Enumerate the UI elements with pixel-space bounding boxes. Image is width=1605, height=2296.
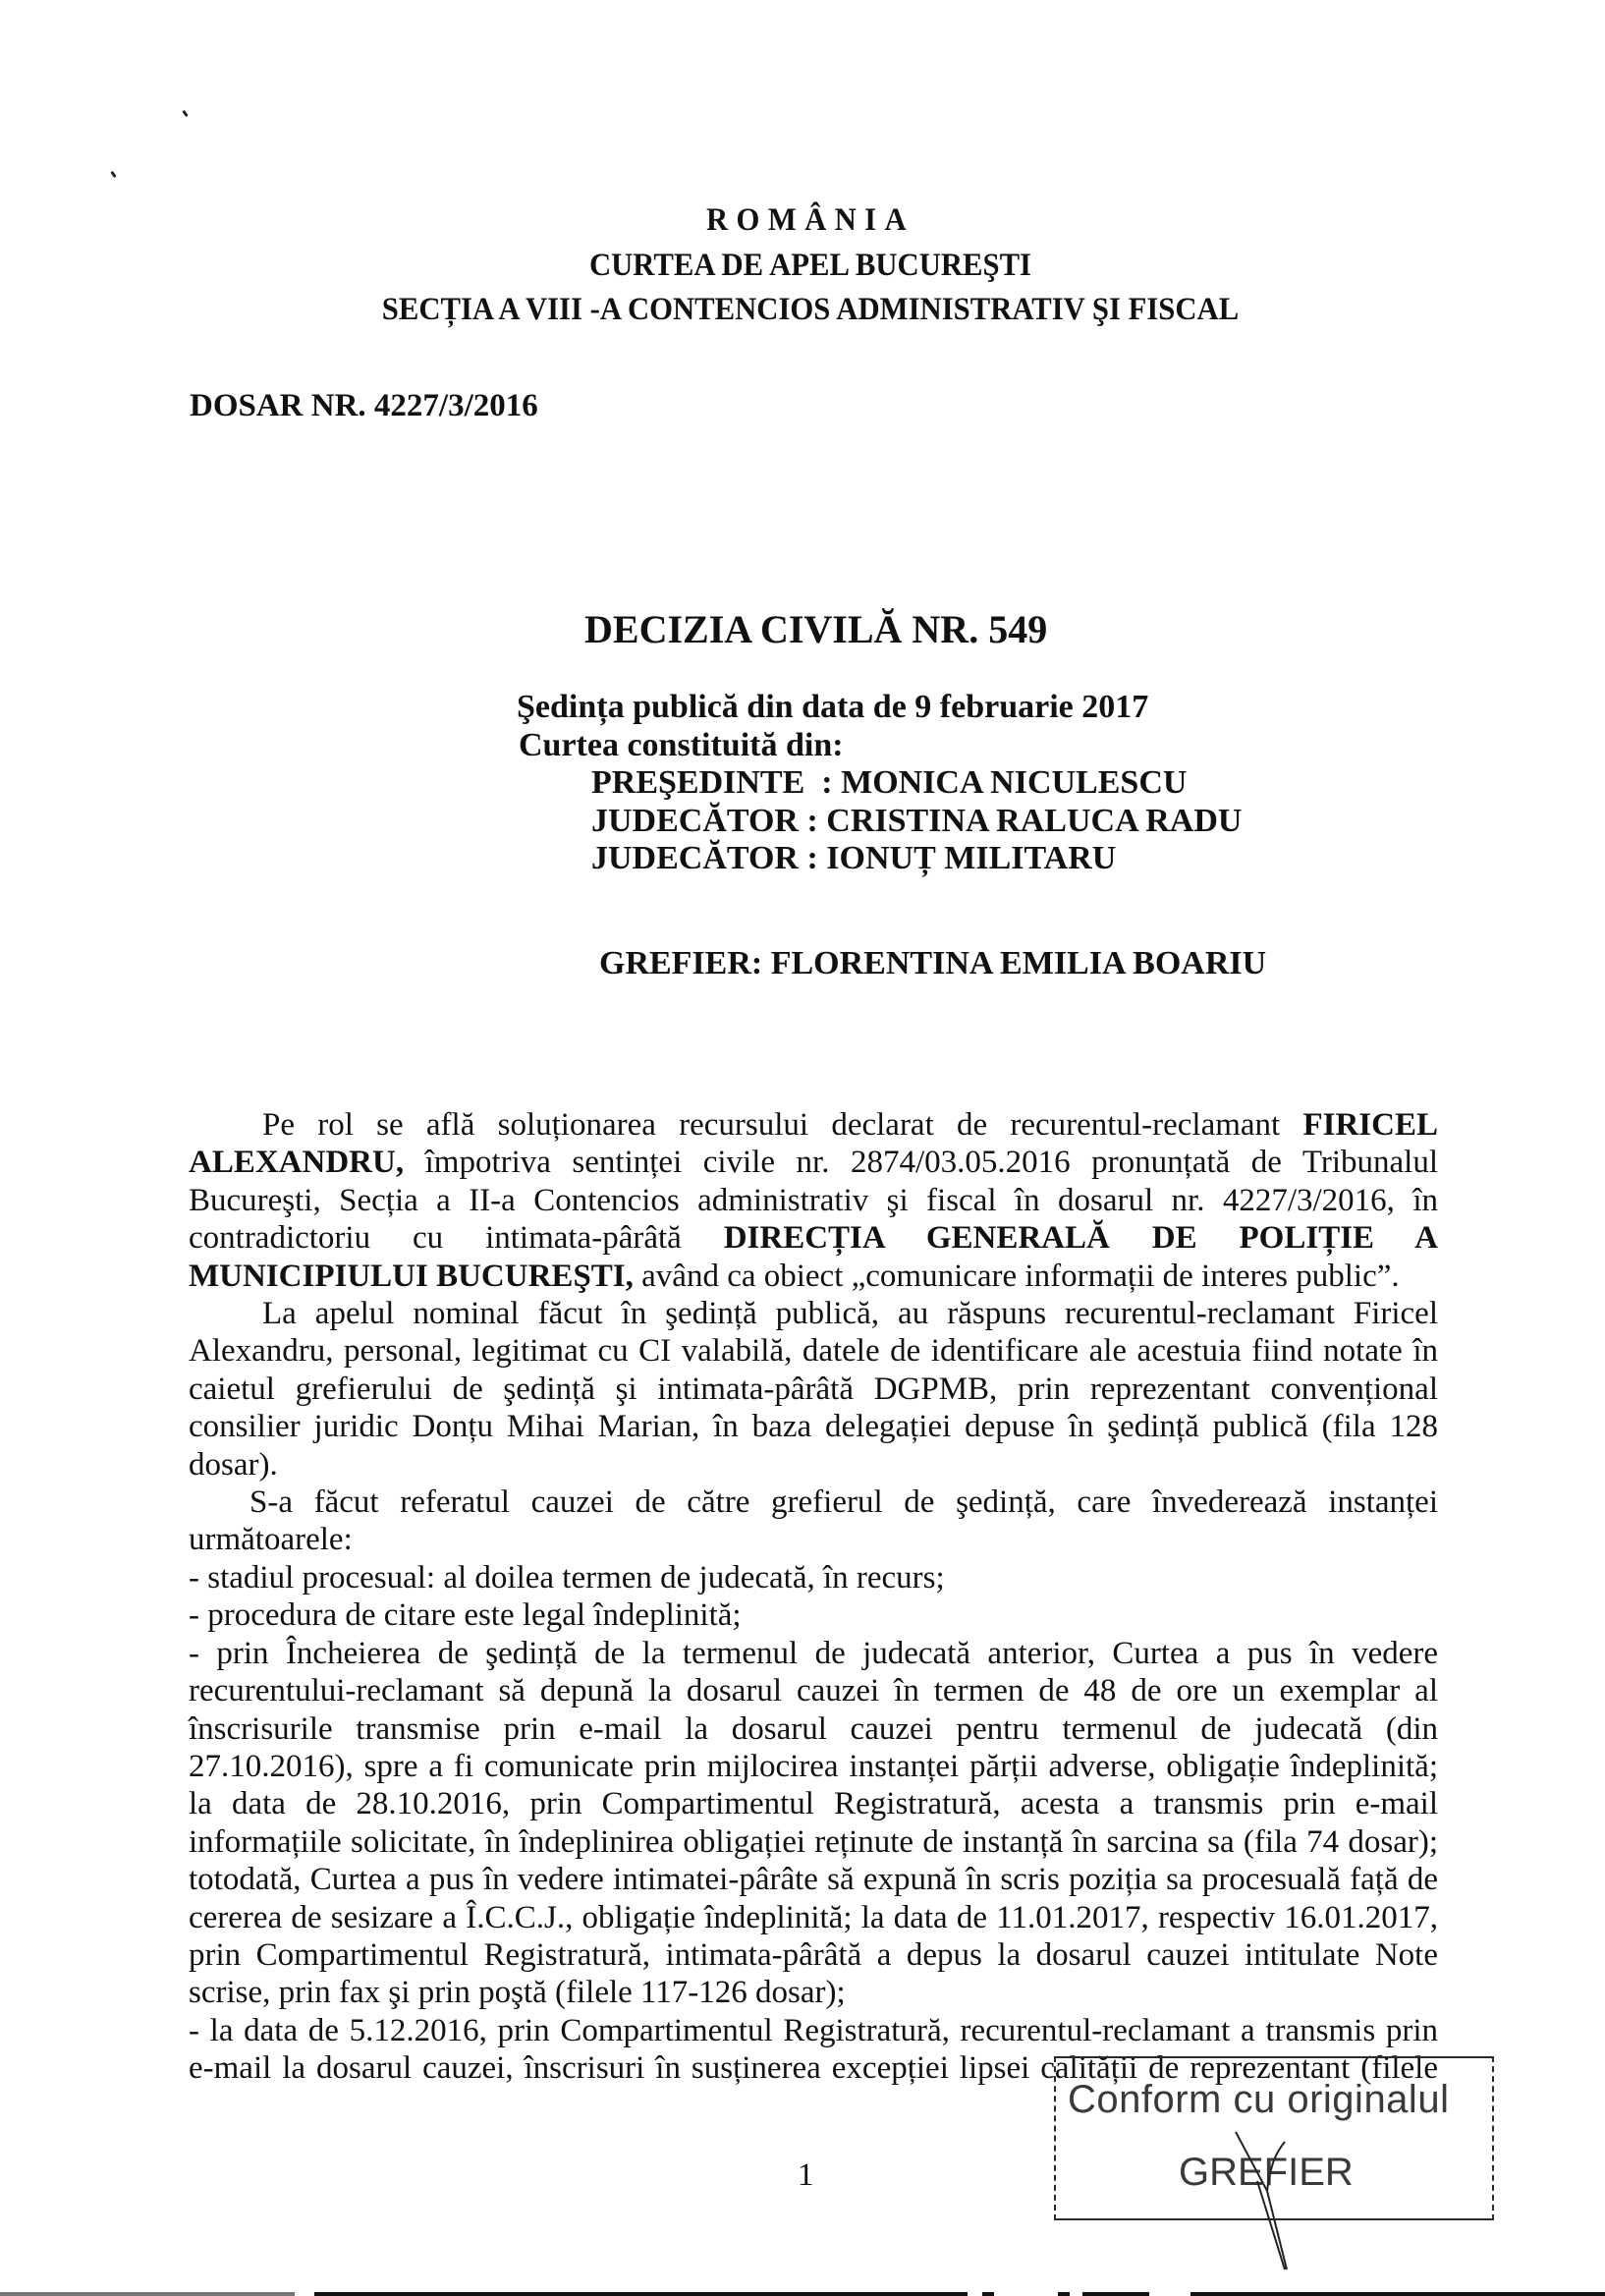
text: având ca obiect „comunicare informații de interes public”. [633,1258,1400,1294]
scan-edge [1058,2292,1070,2296]
stamp-certified-text: Conform cu originalul [1068,2078,1450,2121]
court-member-judge [591,842,1116,875]
member-separator: : [798,803,827,839]
scan-edge [314,2292,968,2296]
text: Pe rol se află soluționarea recursului declarat de recurentul-reclamant [262,1107,1303,1143]
list-item: - la data de 5.12.2016, prin Compartimentul Registratură, recurentul-reclamant a transmis prin e-mail la dosarul cauzei, înscrisuri în susținerea excepției lipsei calității de reprezentant (filele [189,2012,1438,2087]
member-role: JUDECĂTOR [591,803,799,839]
court-member-judge [591,805,1242,838]
stamp-clerk-text: GREFIER [1179,2151,1354,2194]
court-member-president [591,766,1187,800]
member-name: CRISTINA RALUCA RADU [826,803,1243,839]
member-separator: : [798,840,827,876]
member-name: MONICA NICULESCU [841,764,1188,801]
scan-edge [1082,2292,1149,2296]
scan-artifact [110,171,116,178]
court-composition-label: Curtea constituită din: [519,727,844,763]
paragraph-roll-call: La apelul nominal făcut în şedință publică, au răspuns recurentul-reclamant Firicel Alexandru, personal, legitimat cu CI valabilă, datele de identificare ale acestuia fiind notate în caietul grefierului de şedință şi intimata-pârâtă DGPMB, prin reprezentant convențional consilier juridic Donțu Mihai Marian, în baza delegației depuse în şedință publică (fila 128 dosar). [189,1296,1438,1483]
header-court: CURTEA DE APEL BUCUREŞTI [588,248,1032,283]
decision-title: DECIZIA CIVILĂ NR. 549 [584,607,1048,651]
paragraph-case-report: S-a făcut referatul cauzei de către grefierul de şedință, care învederează instanței următoarele: [189,1484,1438,1558]
appellant-name: FIRICEL ALEXANDRU, [189,1107,1438,1181]
case-number: DOSAR NR. 4227/3/2016 [190,388,538,423]
member-role: PREŞEDINTE [591,764,805,801]
session-date: Şedința publică din data de 9 februarie 2017 [517,689,1149,725]
court-clerk: GREFIER: FLORENTINA EMILIA BOARIU [599,945,1267,981]
member-name: IONUȚ MILITARU [826,840,1117,876]
header-country: ROMÂNIA [705,202,915,238]
member-role: JUDECĂTOR [591,840,799,876]
scan-edge [982,2292,994,2296]
list-item: - stadiul procesual: al doilea termen de judecată, în recurs; [189,1559,945,1596]
list-item: - procedura de citare este legal îndeplinită; [189,1597,742,1634]
member-separator: : [804,764,842,801]
signature-icon [1228,2122,1306,2279]
paragraph-case-subject [189,1106,1438,1295]
scan-edge [1190,2292,1605,2296]
document-body [189,1106,1438,2088]
header-section: SECȚIA A VIII -A CONTENCIOS ADMINISTRATIV ŞI FISCAL [381,292,1240,327]
scan-artifact [182,110,188,117]
page-number: 1 [798,2157,814,2193]
text: împotriva sentinței civile nr. 2874/03.05.2016 pronunțată de Tribunalul Bucureşti, Secția a II-a Contencios administrativ şi fiscal în dosarul nr. 4227/3/2016, în contradictoriu cu intimata-pârâtă [189,1145,1438,1257]
scan-edge [0,2292,295,2296]
respondent-name: DIRECȚIA GENERALĂ DE POLIȚIE A MUNICIPIULUI BUCUREŞTI, [189,1220,1438,1294]
list-item: - prin Încheierea de şedință de la termenul de judecată anterior, Curtea a pus în vedere recurentului-reclamant să depună la dosarul cauzei în termen de 48 de ore un exemplar al înscrisurile transmise prin e-mail la dosarul cauzei pentru termenul de judecată (din 27.10.2016), spre a fi comunicate prin mijlocirea instanței părții adverse, obligație îndeplinită; la data de 28.10.2016, prin Compartimentul Registratură, acesta a transmis prin e-mail informațiile solicitate, în îndeplinirea obligației reținute de instanță în sarcina sa (fila 74 dosar); totodată, Curtea a pus în vedere intimatei-pârâte să expună în scris poziția sa procesuală față de cererea de sesizare a Î.C.C.J., obligație îndeplinită; la data de 11.01.2017, respectiv 16.01.2017, prin Compartimentul Registratură, intimata-pârâtă a depus la dosarul cauzei intitulate Note scrise, prin fax şi prin poştă (filele 117-126 dosar); [189,1635,1438,2011]
